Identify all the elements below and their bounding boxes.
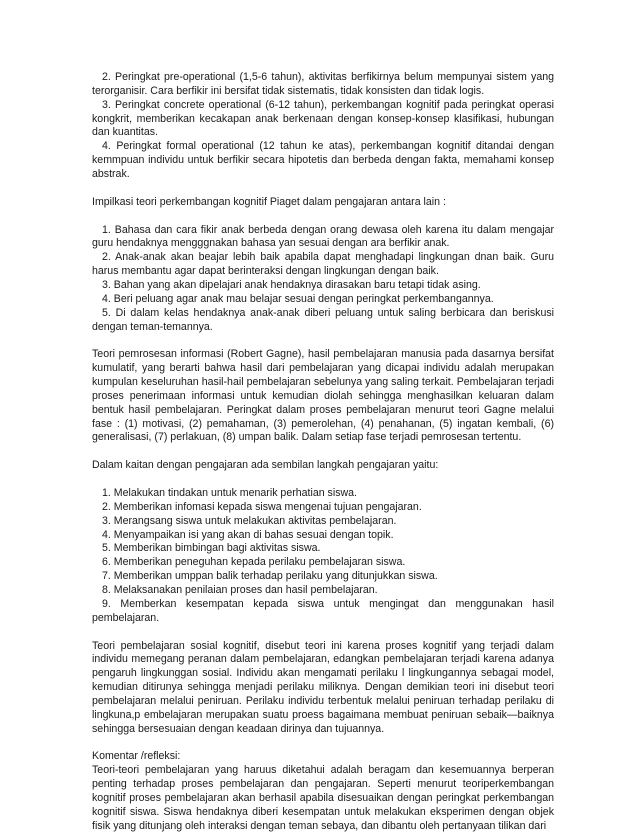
list-item: 3. Merangsang siswa untuk melakukan aktivitas pembelajaran. <box>102 514 397 527</box>
list-item: 2. Memberikan infomasi kepada siswa mengenai tujuan pengajaran. <box>102 500 422 513</box>
list-item: 1. Bahasa dan cara fikir anak berbeda dengan orang dewasa oleh karena itu dalam mengajar guru hendaknya mengggnakan bahasa yan sesuai dengan ara berfikir anak. <box>92 223 554 250</box>
implikasi-heading: Impilkasi teori perkembangan kognitif Piaget dalam pengajaran antara lain : <box>92 195 446 208</box>
list-item: 6. Memberikan peneguhan kepada perilaku pembelajaran siswa. <box>102 556 406 569</box>
piaget-stages-list <box>92 71 554 182</box>
komentar-label: Komentar /refleksi: <box>92 750 181 763</box>
list-item: 4. Peringkat formal operational (12 tahun ke atas), perkembangan kognitif ditandai dengan kemmpuan individu untuk berfikir secara hipotetis dan berbeda dengan fakta, memahami konsep abstrak. <box>92 140 554 180</box>
list-item: 4. Beri peluang agar anak mau belajar sesuai dengan peringkat perkembangannya. <box>102 292 494 305</box>
implikasi-list <box>92 224 554 335</box>
list-item: 5. Di dalam kelas hendaknya anak-anak diberi peluang untuk saling berbicara dan beriskusi dengan teman-temannya. <box>92 306 554 333</box>
list-item: 4. Menyampaikan isi yang akan di bahas sesuai dengan topik. <box>102 528 394 541</box>
steps-heading: Dalam kaitan dengan pengajaran ada sembilan langkah pengajaran yaitu: <box>92 459 439 472</box>
document-page <box>92 71 554 834</box>
list-item: 2. Anak-anak akan beajar lebih baik apabila dapat menghadapi lingkungan dnan baik. Guru harus membantu agar dapat berinteraksi dengan lingkungan dengan baik. <box>92 251 554 278</box>
list-item: 5. Memberikan bimbingan bagi aktivitas siswa. <box>102 542 321 555</box>
list-item: 8. Melaksanakan penilaian proses dan hasil pembelajaran. <box>102 584 378 596</box>
list-item: 9. Memberkan kesempatan kepada siswa untuk mengingat dan menggunakan hasil pembelajaran. <box>92 597 554 624</box>
list-item: 3. Bahan yang akan dipelajari anak hendaknya dirasakan baru tetapi tidak asing. <box>102 278 481 291</box>
list-item: 1. Melakukan tindakan untuk menarik perhatian siswa. <box>102 487 357 500</box>
gagne-paragraph: Teori pemrosesan informasi (Robert Gagne), hasil pembelajaran manusia pada dasarnya bersifat kumulatif, yang berarti bahwa hasil dari pembelajaran yang dicapai individu adalah merupakan kumpulan keseluruhan hasil-hail pembelajaran sebelunya yang saling terkait. Pembelajaran terjadi proses penerimaan informasi untuk kemudian diolah sehingga menghasilkan keluaran dalam bentuk hasil pembelajaran. Peringkat dalam proses pembelajaran menurut teori Gagne melalui fase : (1) motivasi, (2) pemahaman, (3) pemerolehan, (4) penahanan, (5) ingatan kembali, (6) generalisasi, (7) perlakuan, (8) umpan balik. Dalam setiap fase terjadi pemrosesan tertentu. <box>92 348 554 444</box>
list-item: 2. Peringkat pre-operational (1,5-6 tahun), aktivitas berfikirnya belum mempunyai sistem yang terorganisir. Cara berfikir ini bersifat tidak sistematis, tidak konsisten dan tidak logis. <box>92 71 554 97</box>
list-item: 3. Peringkat concrete operational (6-12 tahun), perkembangan kognitif pada peringkat operasi kongkrit, memberikan kecakapan anak berkenaan dengan konsep-konsep klasifikasi, hubungan dan kuantitas. <box>92 98 554 139</box>
social-cognitive-paragraph: Teori pembelajaran sosial kognitif, disebut teori ini karena proses kognitif yang terjadi dalam individu memegang peranan dalam pembelajaran, edangkan pembelajaran terjadi karena adanya pengaruh lingkunggan sosial. Individu akan mengamati perilaku l lingkungannya sebagai model, kemudian ditirunya sehingga menjadi perilaku miliknya. Dengan demikian teori ini disebut teori pembelajaran melalui peniruan. Perilaku individu terbentuk melalui peniruan terhadap perilaku di lingkuna,p embelajaran merupakan suatu proess bagaimana membuat peniruan sebaik—baiknya sehingga bersesuaian dengan keadaan dirinya dan tujuannya. <box>92 639 554 735</box>
list-item: 7. Memberikan umppan balik terhadap perilaku yang ditunjukkan siswa. <box>102 570 438 583</box>
komentar-paragraph: Teori-teori pembelajaran yang haruus diketahui adalah beragam dan kesemuannya berperan penting terhadap proses pembelajaran dan pengajaran. Seperti menurut teoriperkembangan kognitif proses pembelajaran akan berhasil apabila disesuaikan dengan peringkat perkembangan kognitif siswa. Siswa hendaknya diberi kesempatan untuk melakukan eksperimen dengan objek fisik yang ditunjang oleh interaksi dengan teman sebaya, dan dibantu oleh pertanyaan tilikan dari <box>92 764 554 832</box>
steps-list <box>92 487 554 625</box>
